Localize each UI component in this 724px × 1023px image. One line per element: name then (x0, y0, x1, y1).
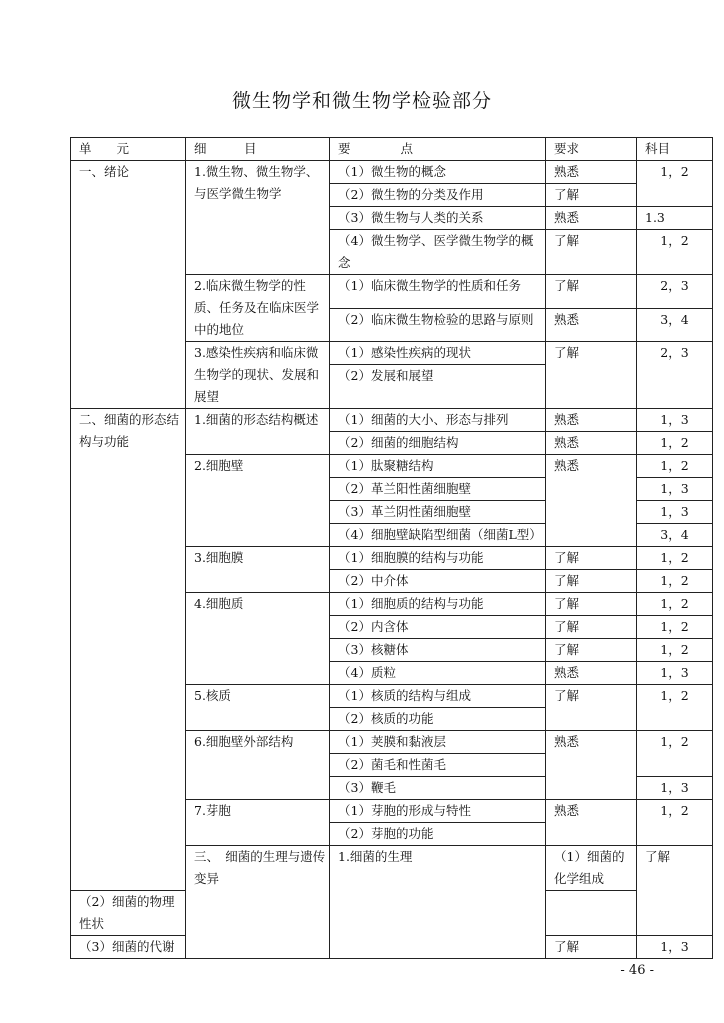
requirement-cell: 了解 (546, 936, 637, 959)
unit-cell: 三、 细菌的生理与遗传变异 (186, 846, 330, 959)
subject-cell: 1，2 (637, 432, 713, 455)
subject-cell: 1.3 (637, 207, 713, 230)
subject-cell: 1，2 (637, 731, 713, 777)
subject-cell: 1，2 (637, 639, 713, 662)
item-cell: 2.临床微生物学的性质、任务及在临床医学中的地位 (186, 275, 330, 342)
point-cell: （4）细胞壁缺陷型细菌（细菌L型） (330, 524, 546, 547)
point-cell: （4）微生物学、医学微生物学的概念 (330, 230, 546, 275)
point-cell: （1）荚膜和黏液层 (330, 731, 546, 754)
page-number: - 46 - (620, 963, 654, 978)
subject-cell: 1，2 (637, 593, 713, 616)
point-cell: （1）感染性疾病的现状 (330, 342, 546, 365)
subject-cell: 3，4 (637, 524, 713, 547)
syllabus-table (70, 137, 713, 959)
requirement-cell: 了解 (546, 342, 637, 409)
requirement-cell: 熟悉 (546, 409, 637, 432)
subject-cell: 1，3 (637, 501, 713, 524)
subject-cell: 1，2 (637, 230, 713, 275)
item-cell: 1.细菌的生理 (330, 846, 546, 959)
requirement-cell: 熟悉 (546, 308, 637, 342)
header-point: 要 点 (330, 138, 546, 161)
requirement-cell: 了解 (546, 275, 637, 309)
header-item: 细 目 (186, 138, 330, 161)
table-row (71, 161, 713, 184)
subject-cell: 1，2 (637, 547, 713, 570)
item-cell: 1.细菌的形态结构概述 (186, 409, 330, 455)
point-cell: （2）微生物的分类及作用 (330, 184, 546, 207)
subject-cell: 1，3 (637, 662, 713, 685)
point-cell: （2）临床微生物检验的思路与原则 (330, 308, 546, 342)
unit-cell: 一、绪论 (71, 161, 186, 409)
subject-cell: 1，2 (637, 616, 713, 639)
point-cell: （1）细菌的化学组成 (546, 846, 637, 891)
item-cell: 4.细胞质 (186, 593, 330, 685)
table-row (71, 409, 713, 432)
point-cell: （2）发展和展望 (330, 365, 546, 409)
header-subject: 科目 (637, 138, 713, 161)
point-cell: （2）芽胞的功能 (330, 823, 546, 846)
requirement-cell: 了解 (546, 570, 637, 593)
point-cell: （1）细胞膜的结构与功能 (330, 547, 546, 570)
requirement-cell: 熟悉 (546, 161, 637, 184)
page-title: 微生物学和微生物学检验部分 (231, 90, 492, 112)
point-cell: （3）核糖体 (330, 639, 546, 662)
point-cell: （1）肽聚糖结构 (330, 455, 546, 478)
point-cell: （1）核质的结构与组成 (330, 685, 546, 708)
subject-cell: 1，2 (637, 800, 713, 846)
point-cell: （1）芽胞的形成与特性 (330, 800, 546, 823)
header-row (71, 138, 713, 161)
requirement-cell: 熟悉 (546, 432, 637, 455)
item-cell: 1.微生物、微生物学、与医学微生物学 (186, 161, 330, 275)
subject-cell: 1，3 (637, 777, 713, 800)
subject-cell: 1，2 (637, 455, 713, 478)
point-cell: （2）细菌的物理性状 (71, 891, 186, 936)
subject-cell: 1，3 (637, 478, 713, 501)
subject-cell: 1，3 (637, 936, 713, 959)
point-cell: （4）质粒 (330, 662, 546, 685)
item-cell: 6.细胞壁外部结构 (186, 731, 330, 800)
point-cell: （1）细胞质的结构与功能 (330, 593, 546, 616)
point-cell: （3）微生物与人类的关系 (330, 207, 546, 230)
item-cell: 3.细胞膜 (186, 547, 330, 593)
requirement-cell: 熟悉 (546, 731, 637, 800)
requirement-cell: 了解 (546, 639, 637, 662)
header-unit: 单 元 (71, 138, 186, 161)
requirement-cell: 熟悉 (546, 800, 637, 846)
subject-cell: 1，3 (637, 409, 713, 432)
point-cell: （1）微生物的概念 (330, 161, 546, 184)
subject-cell: 2，3 (637, 275, 713, 309)
item-cell: 2.细胞壁 (186, 455, 330, 547)
requirement-cell: 了解 (546, 685, 637, 731)
header-requirement: 要求 (546, 138, 637, 161)
item-cell: 5.核质 (186, 685, 330, 731)
point-cell: （3）革兰阴性菌细胞壁 (330, 501, 546, 524)
point-cell: （2）革兰阳性菌细胞壁 (330, 478, 546, 501)
point-cell: （2）核质的功能 (330, 708, 546, 731)
point-cell: （3）细菌的代谢 (71, 936, 186, 959)
point-cell: （2）菌毛和性菌毛 (330, 754, 546, 777)
requirement-cell: 了解 (546, 230, 637, 275)
point-cell: （1）细菌的大小、形态与排列 (330, 409, 546, 432)
requirement-cell: 熟悉 (546, 662, 637, 685)
requirement-cell: 熟悉 (546, 455, 637, 547)
subject-cell: 1，2 (637, 685, 713, 731)
requirement-cell: 了解 (546, 184, 637, 207)
subject-cell: 3，4 (637, 308, 713, 342)
point-cell: （2）内含体 (330, 616, 546, 639)
requirement-cell: 了解 (637, 846, 713, 936)
point-cell: （2）中介体 (330, 570, 546, 593)
item-cell: 7.芽胞 (186, 800, 330, 846)
requirement-cell: 了解 (546, 616, 637, 639)
requirement-cell: 了解 (546, 547, 637, 570)
unit-cell: 二、细菌的形态结构与功能 (71, 409, 186, 891)
subject-cell: 2，3 (637, 342, 713, 409)
subject-cell: 1，2 (637, 570, 713, 593)
item-cell: 3.感染性疾病和临床微生物学的现状、发展和展望 (186, 342, 330, 409)
point-cell: （1）临床微生物学的性质和任务 (330, 275, 546, 309)
requirement-cell: 了解 (546, 593, 637, 616)
requirement-cell: 熟悉 (546, 207, 637, 230)
subject-cell: 1，2 (637, 161, 713, 207)
point-cell: （2）细菌的细胞结构 (330, 432, 546, 455)
point-cell: （3）鞭毛 (330, 777, 546, 800)
